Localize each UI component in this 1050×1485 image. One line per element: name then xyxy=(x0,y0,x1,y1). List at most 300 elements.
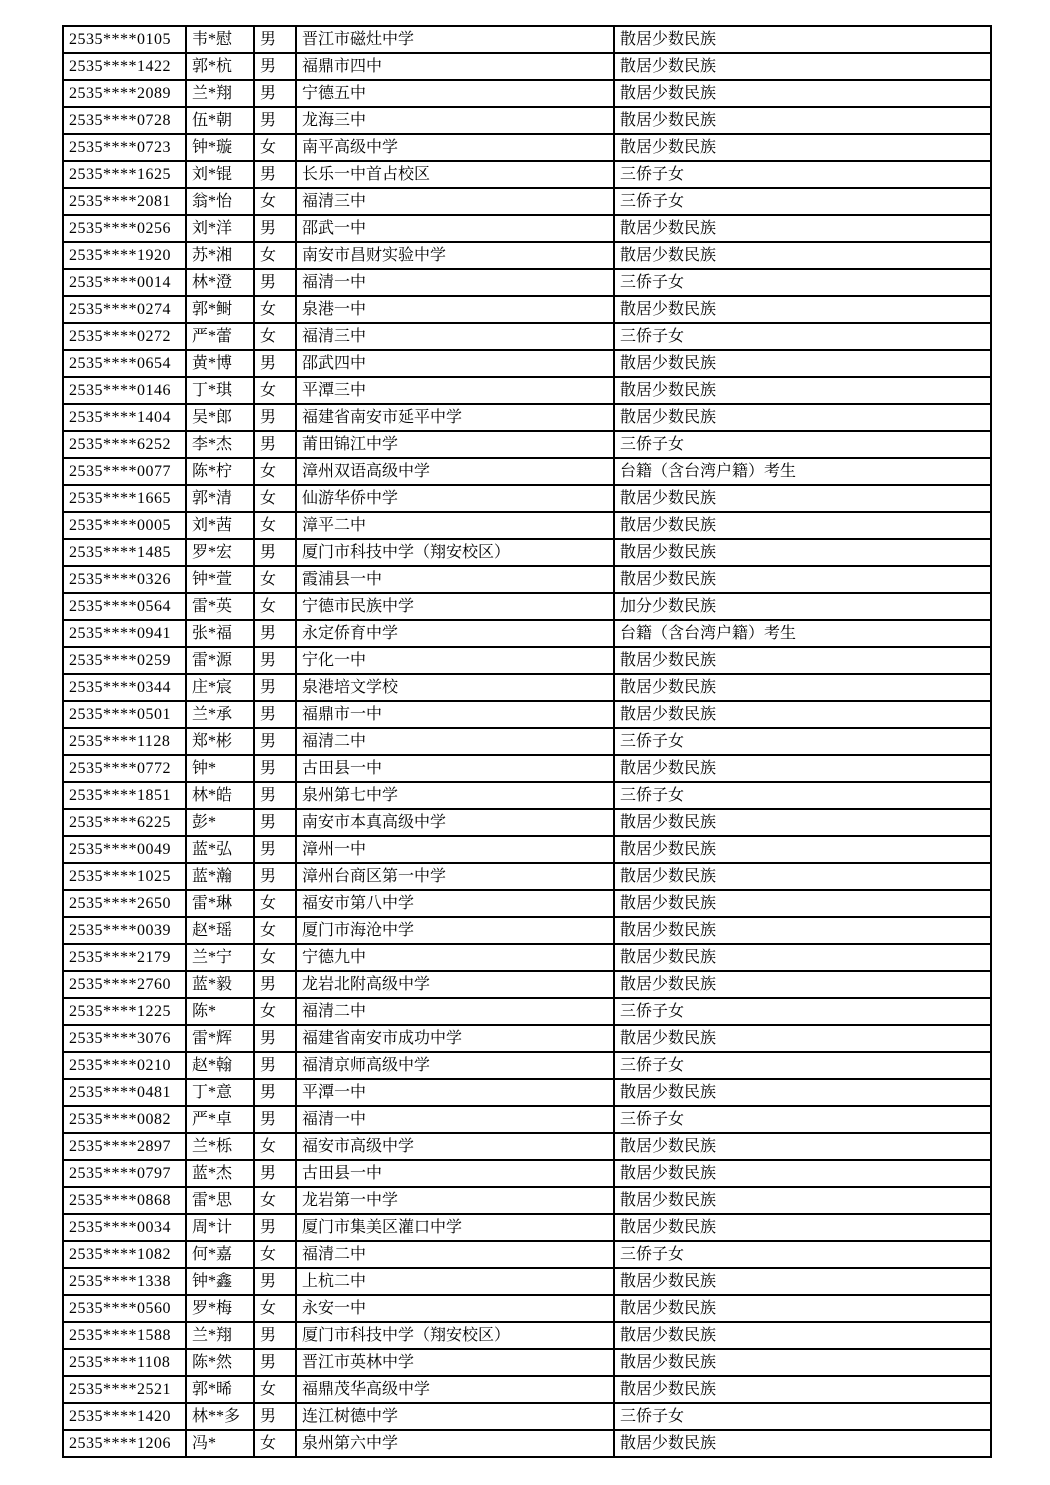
candidate-name: 钟* xyxy=(186,755,254,782)
table-row xyxy=(63,134,991,161)
candidate-name: 郭*鲥 xyxy=(186,296,254,323)
candidate-school: 宁德九中 xyxy=(296,944,614,971)
candidate-exam-id: 2535****1128 xyxy=(63,728,186,755)
candidate-name: 钟*璇 xyxy=(186,134,254,161)
candidate-name: 彭* xyxy=(186,809,254,836)
candidate-category: 散居少数民族 xyxy=(614,674,991,701)
candidate-gender: 男 xyxy=(254,1106,296,1133)
candidate-exam-id: 2535****0654 xyxy=(63,350,186,377)
candidate-name: 兰*宁 xyxy=(186,944,254,971)
candidate-school: 漳平二中 xyxy=(296,512,614,539)
candidate-category: 散居少数民族 xyxy=(614,944,991,971)
candidate-exam-id: 2535****0501 xyxy=(63,701,186,728)
candidate-name: 周*计 xyxy=(186,1214,254,1241)
candidate-name: 冯* xyxy=(186,1430,254,1457)
table-row xyxy=(63,1025,991,1052)
candidate-school: 龙岩第一中学 xyxy=(296,1187,614,1214)
table-row xyxy=(63,971,991,998)
candidate-school: 龙海三中 xyxy=(296,107,614,134)
candidate-name: 蓝*弘 xyxy=(186,836,254,863)
candidate-name: 罗*宏 xyxy=(186,539,254,566)
candidate-name: 吴*郎 xyxy=(186,404,254,431)
candidate-category: 散居少数民族 xyxy=(614,242,991,269)
candidate-exam-id: 2535****1625 xyxy=(63,161,186,188)
candidate-name: 韦*慰 xyxy=(186,26,254,53)
candidate-school: 漳州一中 xyxy=(296,836,614,863)
table-row xyxy=(63,485,991,512)
candidate-school: 永安一中 xyxy=(296,1295,614,1322)
candidate-school: 长乐一中首占校区 xyxy=(296,161,614,188)
table-row xyxy=(63,1187,991,1214)
table-row xyxy=(63,215,991,242)
candidate-exam-id: 2535****1485 xyxy=(63,539,186,566)
candidate-category: 三侨子女 xyxy=(614,1106,991,1133)
candidate-exam-id: 2535****2081 xyxy=(63,188,186,215)
candidate-school: 福清二中 xyxy=(296,998,614,1025)
candidate-category: 散居少数民族 xyxy=(614,1025,991,1052)
candidate-name: 林**多 xyxy=(186,1403,254,1430)
candidate-name: 蓝*瀚 xyxy=(186,863,254,890)
candidate-name: 雷*琳 xyxy=(186,890,254,917)
candidate-school: 平潭一中 xyxy=(296,1079,614,1106)
table-row xyxy=(63,674,991,701)
candidate-gender: 男 xyxy=(254,53,296,80)
candidate-gender: 男 xyxy=(254,1268,296,1295)
candidate-exam-id: 2535****0868 xyxy=(63,1187,186,1214)
candidate-exam-id: 2535****1404 xyxy=(63,404,186,431)
candidate-category: 散居少数民族 xyxy=(614,80,991,107)
candidate-exam-id: 2535****2897 xyxy=(63,1133,186,1160)
table-row xyxy=(63,1322,991,1349)
candidate-school: 仙游华侨中学 xyxy=(296,485,614,512)
candidate-name: 郭*清 xyxy=(186,485,254,512)
candidate-gender: 男 xyxy=(254,1079,296,1106)
candidate-gender: 女 xyxy=(254,998,296,1025)
candidate-gender: 女 xyxy=(254,1241,296,1268)
candidate-school: 永定侨育中学 xyxy=(296,620,614,647)
table-row xyxy=(63,755,991,782)
candidate-category: 散居少数民族 xyxy=(614,917,991,944)
candidate-name: 蓝*杰 xyxy=(186,1160,254,1187)
candidate-exam-id: 2535****2650 xyxy=(63,890,186,917)
table-row xyxy=(63,917,991,944)
candidate-name: 伍*朝 xyxy=(186,107,254,134)
candidate-category: 台籍（含台湾户籍）考生 xyxy=(614,620,991,647)
candidate-exam-id: 2535****1420 xyxy=(63,1403,186,1430)
candidate-name: 陈*柠 xyxy=(186,458,254,485)
candidate-exam-id: 2535****0049 xyxy=(63,836,186,863)
candidate-exam-id: 2535****1422 xyxy=(63,53,186,80)
candidate-category: 散居少数民族 xyxy=(614,1133,991,1160)
candidate-school: 古田县一中 xyxy=(296,755,614,782)
candidate-gender: 女 xyxy=(254,593,296,620)
candidate-exam-id: 2535****3076 xyxy=(63,1025,186,1052)
candidate-category: 散居少数民族 xyxy=(614,1268,991,1295)
candidate-exam-id: 2535****0082 xyxy=(63,1106,186,1133)
candidate-gender: 男 xyxy=(254,404,296,431)
candidate-school: 福鼎茂华高级中学 xyxy=(296,1376,614,1403)
table-row xyxy=(63,1160,991,1187)
candidate-name: 兰*承 xyxy=(186,701,254,728)
candidate-school: 厦门市海沧中学 xyxy=(296,917,614,944)
table-row xyxy=(63,1430,991,1457)
candidate-category: 散居少数民族 xyxy=(614,1349,991,1376)
candidate-gender: 女 xyxy=(254,323,296,350)
candidate-category: 散居少数民族 xyxy=(614,53,991,80)
candidate-school: 晋江市英林中学 xyxy=(296,1349,614,1376)
table-row xyxy=(63,26,991,53)
table-row xyxy=(63,593,991,620)
candidate-category: 散居少数民族 xyxy=(614,1187,991,1214)
candidate-gender: 男 xyxy=(254,26,296,53)
candidate-name: 兰*翔 xyxy=(186,80,254,107)
candidate-category: 散居少数民族 xyxy=(614,485,991,512)
candidate-category: 散居少数民族 xyxy=(614,1160,991,1187)
candidate-school: 福鼎市一中 xyxy=(296,701,614,728)
candidate-category: 三侨子女 xyxy=(614,1403,991,1430)
table-row xyxy=(63,647,991,674)
candidate-exam-id: 2535****0014 xyxy=(63,269,186,296)
candidate-name: 蓝*毅 xyxy=(186,971,254,998)
candidate-school: 连江树德中学 xyxy=(296,1403,614,1430)
candidate-gender: 男 xyxy=(254,107,296,134)
table-row xyxy=(63,161,991,188)
candidate-category: 散居少数民族 xyxy=(614,971,991,998)
candidate-name: 钟*鑫 xyxy=(186,1268,254,1295)
candidate-exam-id: 2535****1588 xyxy=(63,1322,186,1349)
candidate-name: 赵*瑶 xyxy=(186,917,254,944)
candidate-exam-id: 2535****0034 xyxy=(63,1214,186,1241)
candidate-gender: 男 xyxy=(254,1025,296,1052)
candidate-school: 厦门市集美区灌口中学 xyxy=(296,1214,614,1241)
table-row xyxy=(63,998,991,1025)
candidate-category: 散居少数民族 xyxy=(614,1214,991,1241)
candidate-exam-id: 2535****2179 xyxy=(63,944,186,971)
candidate-gender: 女 xyxy=(254,512,296,539)
candidate-exam-id: 2535****0077 xyxy=(63,458,186,485)
candidate-exam-id: 2535****6252 xyxy=(63,431,186,458)
candidate-school: 邵武一中 xyxy=(296,215,614,242)
candidate-exam-id: 2535****1206 xyxy=(63,1430,186,1457)
candidate-school: 福安市高级中学 xyxy=(296,1133,614,1160)
candidate-category: 三侨子女 xyxy=(614,1241,991,1268)
table-row xyxy=(63,107,991,134)
candidate-gender: 男 xyxy=(254,863,296,890)
candidate-name: 刘*茜 xyxy=(186,512,254,539)
candidate-exam-id: 2535****0564 xyxy=(63,593,186,620)
candidate-exam-id: 2535****2760 xyxy=(63,971,186,998)
candidate-gender: 女 xyxy=(254,134,296,161)
table-row xyxy=(63,404,991,431)
candidate-exam-id: 2535****0105 xyxy=(63,26,186,53)
candidate-category: 三侨子女 xyxy=(614,782,991,809)
table-row xyxy=(63,431,991,458)
candidate-school: 上杭二中 xyxy=(296,1268,614,1295)
candidate-category: 散居少数民族 xyxy=(614,539,991,566)
candidate-name: 陈*然 xyxy=(186,1349,254,1376)
candidate-exam-id: 2535****1225 xyxy=(63,998,186,1025)
table-row xyxy=(63,1403,991,1430)
candidate-category: 散居少数民族 xyxy=(614,1430,991,1457)
candidate-gender: 女 xyxy=(254,377,296,404)
candidate-school: 福清京师高级中学 xyxy=(296,1052,614,1079)
candidate-category: 散居少数民族 xyxy=(614,512,991,539)
candidate-exam-id: 2535****0210 xyxy=(63,1052,186,1079)
candidate-exam-id: 2535****0728 xyxy=(63,107,186,134)
candidate-exam-id: 2535****0326 xyxy=(63,566,186,593)
table-row xyxy=(63,1241,991,1268)
candidate-category: 三侨子女 xyxy=(614,269,991,296)
table-row xyxy=(63,242,991,269)
candidate-gender: 女 xyxy=(254,890,296,917)
candidate-school: 漳州台商区第一中学 xyxy=(296,863,614,890)
candidate-name: 钟*萱 xyxy=(186,566,254,593)
candidate-school: 福清一中 xyxy=(296,269,614,296)
candidate-category: 散居少数民族 xyxy=(614,755,991,782)
table-row xyxy=(63,566,991,593)
candidate-name: 李*杰 xyxy=(186,431,254,458)
table-row xyxy=(63,836,991,863)
table-row xyxy=(63,458,991,485)
candidate-gender: 男 xyxy=(254,728,296,755)
table-row xyxy=(63,296,991,323)
candidate-gender: 男 xyxy=(254,215,296,242)
candidate-school: 福清一中 xyxy=(296,1106,614,1133)
candidate-exam-id: 2535****0723 xyxy=(63,134,186,161)
table-row xyxy=(63,350,991,377)
candidate-gender: 男 xyxy=(254,620,296,647)
candidate-gender: 女 xyxy=(254,1430,296,1457)
table-row xyxy=(63,1349,991,1376)
candidate-gender: 女 xyxy=(254,458,296,485)
table-row xyxy=(63,728,991,755)
candidate-school: 南安市本真高级中学 xyxy=(296,809,614,836)
candidate-school: 泉港一中 xyxy=(296,296,614,323)
candidate-school: 泉州第六中学 xyxy=(296,1430,614,1457)
candidate-gender: 男 xyxy=(254,809,296,836)
candidate-gender: 女 xyxy=(254,242,296,269)
table-row xyxy=(63,323,991,350)
candidate-gender: 女 xyxy=(254,485,296,512)
candidate-exam-id: 2535****0256 xyxy=(63,215,186,242)
candidate-school: 厦门市科技中学（翔安校区） xyxy=(296,539,614,566)
candidate-school: 南安市昌财实验中学 xyxy=(296,242,614,269)
table-row xyxy=(63,809,991,836)
candidate-school: 邵武四中 xyxy=(296,350,614,377)
candidate-exam-id: 2535****0560 xyxy=(63,1295,186,1322)
candidate-category: 散居少数民族 xyxy=(614,1079,991,1106)
candidate-category: 散居少数民族 xyxy=(614,836,991,863)
candidate-category: 散居少数民族 xyxy=(614,215,991,242)
candidate-gender: 女 xyxy=(254,566,296,593)
table-row xyxy=(63,944,991,971)
candidate-category: 三侨子女 xyxy=(614,323,991,350)
candidate-school: 泉港培文学校 xyxy=(296,674,614,701)
candidate-school: 宁化一中 xyxy=(296,647,614,674)
candidate-exam-id: 2535****0772 xyxy=(63,755,186,782)
candidate-exam-id: 2535****0146 xyxy=(63,377,186,404)
table-row xyxy=(63,620,991,647)
candidate-school: 南平高级中学 xyxy=(296,134,614,161)
candidate-category: 散居少数民族 xyxy=(614,377,991,404)
candidate-gender: 男 xyxy=(254,431,296,458)
candidate-name: 苏*湘 xyxy=(186,242,254,269)
candidate-category: 台籍（含台湾户籍）考生 xyxy=(614,458,991,485)
candidate-name: 郭*杭 xyxy=(186,53,254,80)
candidate-category: 散居少数民族 xyxy=(614,107,991,134)
candidate-name: 何*嘉 xyxy=(186,1241,254,1268)
candidate-name: 刘*洋 xyxy=(186,215,254,242)
candidate-school: 福清三中 xyxy=(296,323,614,350)
candidate-name: 赵*翰 xyxy=(186,1052,254,1079)
table-row xyxy=(63,863,991,890)
candidate-gender: 女 xyxy=(254,296,296,323)
candidate-school: 福清三中 xyxy=(296,188,614,215)
table-row xyxy=(63,782,991,809)
candidate-exam-id: 2535****1082 xyxy=(63,1241,186,1268)
candidate-exam-id: 2535****0344 xyxy=(63,674,186,701)
candidate-category: 三侨子女 xyxy=(614,998,991,1025)
candidate-name: 刘*锟 xyxy=(186,161,254,188)
candidate-exam-id: 2535****2089 xyxy=(63,80,186,107)
candidate-school: 晋江市磁灶中学 xyxy=(296,26,614,53)
candidate-name: 庄*宸 xyxy=(186,674,254,701)
candidate-gender: 女 xyxy=(254,917,296,944)
candidate-name: 郭*晞 xyxy=(186,1376,254,1403)
table-row xyxy=(63,269,991,296)
candidate-category: 散居少数民族 xyxy=(614,296,991,323)
candidate-name: 雷*源 xyxy=(186,647,254,674)
candidate-gender: 女 xyxy=(254,1376,296,1403)
candidate-school: 古田县一中 xyxy=(296,1160,614,1187)
candidate-school: 漳州双语高级中学 xyxy=(296,458,614,485)
candidate-name: 郑*彬 xyxy=(186,728,254,755)
table-row xyxy=(63,1106,991,1133)
table-row xyxy=(63,1052,991,1079)
candidate-category: 散居少数民族 xyxy=(614,1295,991,1322)
candidate-category: 散居少数民族 xyxy=(614,26,991,53)
candidate-name: 兰*栎 xyxy=(186,1133,254,1160)
candidate-name: 林*皓 xyxy=(186,782,254,809)
candidate-school: 霞浦县一中 xyxy=(296,566,614,593)
candidate-school: 平潭三中 xyxy=(296,377,614,404)
candidate-category: 散居少数民族 xyxy=(614,1376,991,1403)
candidate-exam-id: 2535****6225 xyxy=(63,809,186,836)
table-row xyxy=(63,890,991,917)
candidate-gender: 男 xyxy=(254,161,296,188)
candidate-name: 严*卓 xyxy=(186,1106,254,1133)
table-row xyxy=(63,1133,991,1160)
candidate-category: 三侨子女 xyxy=(614,1052,991,1079)
candidate-exam-id: 2535****2521 xyxy=(63,1376,186,1403)
candidate-exam-id: 2535****1665 xyxy=(63,485,186,512)
candidate-category: 散居少数民族 xyxy=(614,350,991,377)
candidate-name: 黄*博 xyxy=(186,350,254,377)
candidate-gender: 男 xyxy=(254,1052,296,1079)
table-row xyxy=(63,80,991,107)
table-row xyxy=(63,1295,991,1322)
candidate-name: 严*蕾 xyxy=(186,323,254,350)
table-row xyxy=(63,539,991,566)
candidate-exam-id: 2535****1851 xyxy=(63,782,186,809)
candidate-category: 散居少数民族 xyxy=(614,863,991,890)
candidate-gender: 女 xyxy=(254,1187,296,1214)
candidate-name: 林*澄 xyxy=(186,269,254,296)
candidates-table xyxy=(62,25,992,1458)
candidate-school: 宁德市民族中学 xyxy=(296,593,614,620)
candidate-name: 雷*辉 xyxy=(186,1025,254,1052)
table-row xyxy=(63,1268,991,1295)
candidate-school: 福建省南安市延平中学 xyxy=(296,404,614,431)
candidate-school: 福清二中 xyxy=(296,728,614,755)
table-row xyxy=(63,701,991,728)
candidate-name: 翁*怡 xyxy=(186,188,254,215)
candidate-exam-id: 2535****0005 xyxy=(63,512,186,539)
candidate-gender: 男 xyxy=(254,971,296,998)
candidate-gender: 女 xyxy=(254,1295,296,1322)
candidate-gender: 女 xyxy=(254,188,296,215)
candidate-gender: 男 xyxy=(254,647,296,674)
candidate-school: 莆田锦江中学 xyxy=(296,431,614,458)
candidate-category: 散居少数民族 xyxy=(614,566,991,593)
candidate-gender: 男 xyxy=(254,674,296,701)
table-row xyxy=(63,1376,991,1403)
candidate-category: 散居少数民族 xyxy=(614,134,991,161)
candidate-exam-id: 2535****0039 xyxy=(63,917,186,944)
candidate-category: 三侨子女 xyxy=(614,161,991,188)
candidate-gender: 男 xyxy=(254,782,296,809)
candidate-gender: 男 xyxy=(254,539,296,566)
candidate-gender: 男 xyxy=(254,1322,296,1349)
candidate-exam-id: 2535****1108 xyxy=(63,1349,186,1376)
table-row xyxy=(63,512,991,539)
candidate-category: 散居少数民族 xyxy=(614,701,991,728)
candidate-exam-id: 2535****0259 xyxy=(63,647,186,674)
candidate-school: 龙岩北附高级中学 xyxy=(296,971,614,998)
table-row xyxy=(63,1214,991,1241)
candidate-school: 福安市第八中学 xyxy=(296,890,614,917)
candidate-exam-id: 2535****0941 xyxy=(63,620,186,647)
candidate-exam-id: 2535****0274 xyxy=(63,296,186,323)
candidate-gender: 男 xyxy=(254,80,296,107)
candidate-exam-id: 2535****0797 xyxy=(63,1160,186,1187)
candidate-category: 三侨子女 xyxy=(614,728,991,755)
candidate-school: 厦门市科技中学（翔安校区） xyxy=(296,1322,614,1349)
candidate-gender: 男 xyxy=(254,1214,296,1241)
table-row xyxy=(63,188,991,215)
candidate-category: 散居少数民族 xyxy=(614,809,991,836)
candidate-gender: 女 xyxy=(254,944,296,971)
candidate-gender: 男 xyxy=(254,1160,296,1187)
candidate-gender: 男 xyxy=(254,1349,296,1376)
candidate-category: 散居少数民族 xyxy=(614,647,991,674)
candidate-exam-id: 2535****0272 xyxy=(63,323,186,350)
candidate-school: 福建省南安市成功中学 xyxy=(296,1025,614,1052)
candidate-category: 散居少数民族 xyxy=(614,404,991,431)
candidate-name: 雷*思 xyxy=(186,1187,254,1214)
candidate-name: 罗*梅 xyxy=(186,1295,254,1322)
candidate-name: 陈* xyxy=(186,998,254,1025)
candidate-category: 三侨子女 xyxy=(614,431,991,458)
candidate-name: 丁*意 xyxy=(186,1079,254,1106)
candidate-exam-id: 2535****1338 xyxy=(63,1268,186,1295)
candidate-gender: 男 xyxy=(254,269,296,296)
candidate-gender: 女 xyxy=(254,1133,296,1160)
candidate-gender: 男 xyxy=(254,701,296,728)
candidate-school: 福清二中 xyxy=(296,1241,614,1268)
candidate-name: 兰*翔 xyxy=(186,1322,254,1349)
candidate-category: 三侨子女 xyxy=(614,188,991,215)
